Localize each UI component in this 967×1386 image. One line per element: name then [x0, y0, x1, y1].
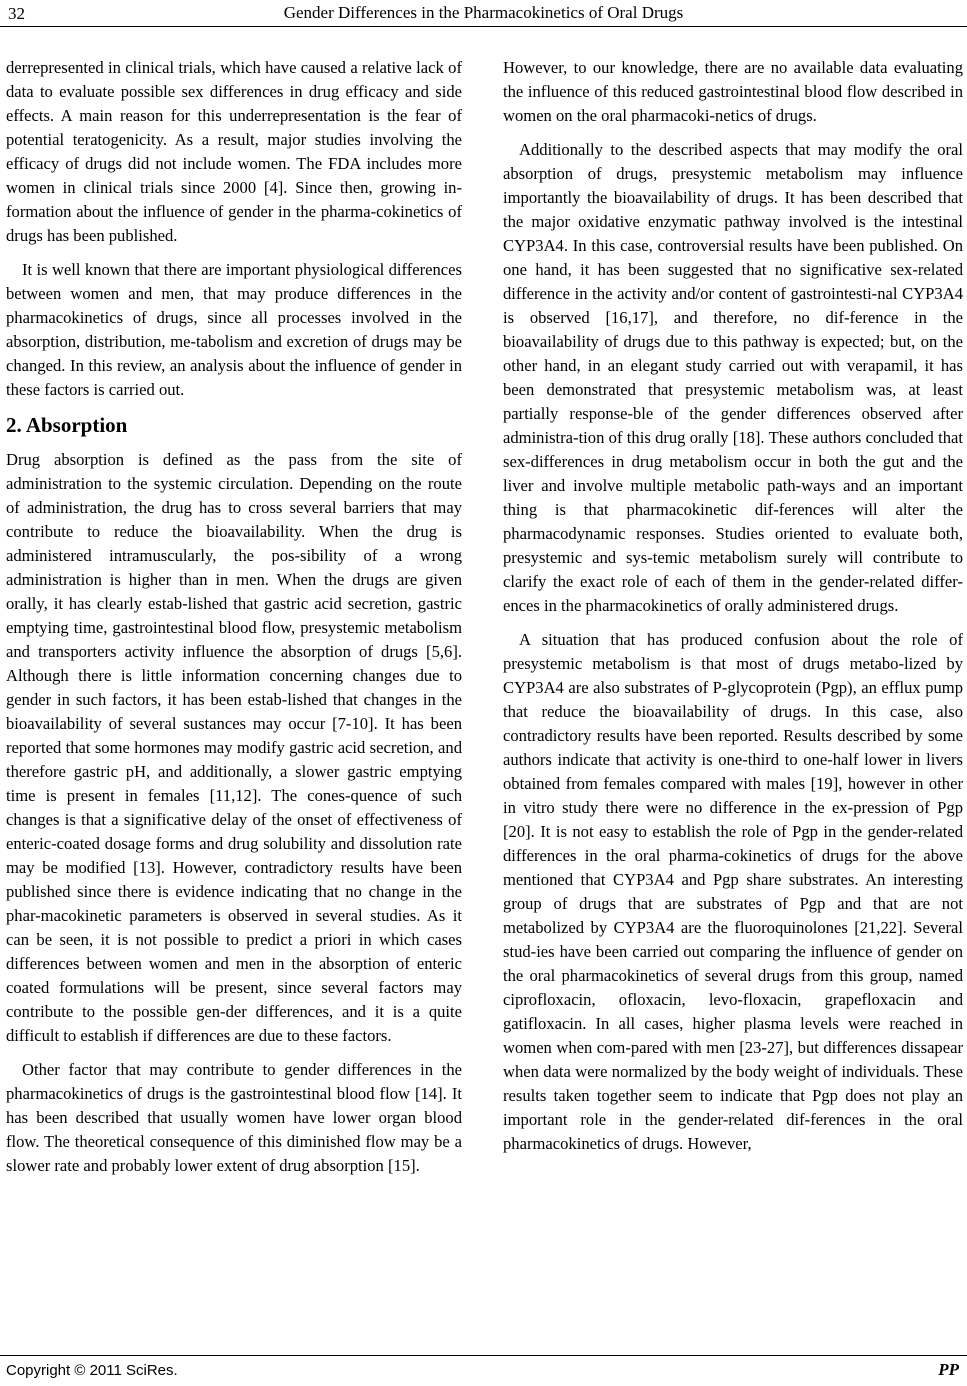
copyright-notice: Copyright © 2011 SciRes. — [6, 1362, 178, 1379]
section-heading: 2. Absorption — [6, 413, 128, 437]
paragraph: derrepresented in clinical trials, which have caused a relative lack of data to evaluate possible sex differences in drug efficacy and side effects. A main reason for this underrepresentation is the fear of potential teratogenicity. As a result, major studies involving the efficacy of drugs did not include women. The FDA includes more women in clinical trials since 2000 [4]. Since then, growing in-formation about the influence of gender in the pharma-cokinetics of drugs has been published. — [6, 58, 462, 245]
journal-abbreviation: PP — [938, 1360, 959, 1379]
footer-divider — [0, 1355, 967, 1356]
left-column — [6, 56, 462, 1188]
header-divider — [0, 26, 967, 27]
paragraph: Drug absorption is defined as the pass from the site of administration to the systemic circulation. Depending on the route of administration, the drug has to cross several barriers that may contribute to reduce the bioavailability. When the drug is administered intramuscularly, the pos-sibility of a wrong administration is higher than in men. When the drugs are given orally, it has clearly estab-lished that gastric acid secretion, gastric emptying time, gastrointestinal blood flow, presystemic metabolism and transporters activity influence the absorption of drugs [5,6]. Although there is little information concerning changes due to gender in such factors, it has been estab-lished that changes in the bioavailability of several sustances may occur [7-10]. It has been reported that some hormones may modify gastric acid secretion, and therefore gastric pH, and additionally, a slower gastric emptying time is present in females [11,12]. The cones-quence of such changes is that a significative delay of the onset of effectiveness of enteric-coated dosage forms and drug solubility and dissolution rate may be modified [13]. However, contradictory results have been published since there is evidence indicating that no change in the phar-macokinetic parameters is observed in several studies. As it can be seen, it is not possible to predict a priori in which cases differences between women and men in the absorption of enteric coated formulations will be present, since several factors may contribute to the possible gen-der differences, and it is a quite difficult to establish if differences are due to these factors. — [6, 450, 462, 1045]
paragraph: It is well known that there are important physiological differences between women and men, that may produce differences in the pharmacokinetics of drugs, since all processes involved in the absorption, distribution, me-tabolism and excretion of drugs may be changed. In this review, an analysis about the influence of gender in these factors is carried out. — [6, 260, 462, 399]
paragraph: A situation that has produced confusion about the role of presystemic metabolism is that most of drugs metabo-lized by CYP3A4 are also substrates of P-glycoprotein (Pgp), an efflux pump that reduce the bioavailability of drugs. In this case, also contradictory results have been reported. Results described by some authors indicate that activity is one-third to one-half lower in livers obtained from females compared with males [19], however in other in vitro study there were no difference in the ex-pression of Pgp [20]. It is not easy to establish the role of Pgp in the gender-related differences in the oral pharma-cokinetics of drugs for the above mentioned that CYP3A4 and Pgp share substrates. An interesting group of drugs that are substrates of Pgp and that are not metabolized by CYP3A4 are the fluoroquinolones [21,22]. Several stud-ies have been carried out comparing the influence of gender on the oral pharmacokinetics of several drugs from this group, named ciprofloxacin, ofloxacin, levo-floxacin, grapefloxacin and gatifloxacin. In all cases, higher plasma levels were reached in women when com-pared with men [23-27], but differences dissapear when data were normalized by the body weight of individuals. These results taken together seem to indicate that Pgp does not play an important role in the gender-related dif-ferences in the oral pharmacokinetics of drugs. However, — [503, 630, 963, 1153]
paragraph: Additionally to the described aspects that may modify the oral absorption of drugs, presystemic metabolism may influence importantly the bioavailability of drugs. It has been described that the major oxidative enzymatic pathway involved is the intestinal CYP3A4. In this case, controversial results have been published. On one hand, it has been suggested that no significative sex-related difference in the activity and/or content of gastrointesti-nal CYP3A4 is observed [16,17], and therefore, no dif-ference in the bioavailability of drugs due to this pathway is expected; but, on the other hand, in an elegant study carried out with verapamil, it has been demonstrated that presystemic metabolism was, at least partially response-ble of the gender differences observed after administra-tion of this drug orally [18]. These authors concluded that sex-differences in drug metabolism occur in both the gut and the liver and involve multiple metabolic path-ways and an important thing is that pharmacokinetic dif-ferences will alter the pharmacodynamic responses. Studies oriented to evaluate both, presystemic and sys-temic metabolism surely will contribute to clarify the exact role of each of them in the gender-related differ-ences in the pharmacokinetics of orally administered drugs. — [503, 140, 963, 615]
running-title: Gender Differences in the Pharmacokinetics of Oral Drugs — [283, 3, 684, 22]
page-number: 32 — [8, 4, 25, 23]
paragraph: However, to our knowledge, there are no available data evaluating the influence of this reduced gastrointestinal blood flow described in women on the oral pharmacoki-netics of drugs. — [503, 58, 963, 125]
paragraph: Other factor that may contribute to gender differences in the pharmacokinetics of drugs is the gastrointestinal blood flow [14]. It has been described that usually women have lower organ blood flow. The theoretical consequence of this diminished flow may be a slower rate and probably lower extent of drug absorption [15]. — [6, 1060, 462, 1175]
right-column — [503, 56, 963, 1166]
